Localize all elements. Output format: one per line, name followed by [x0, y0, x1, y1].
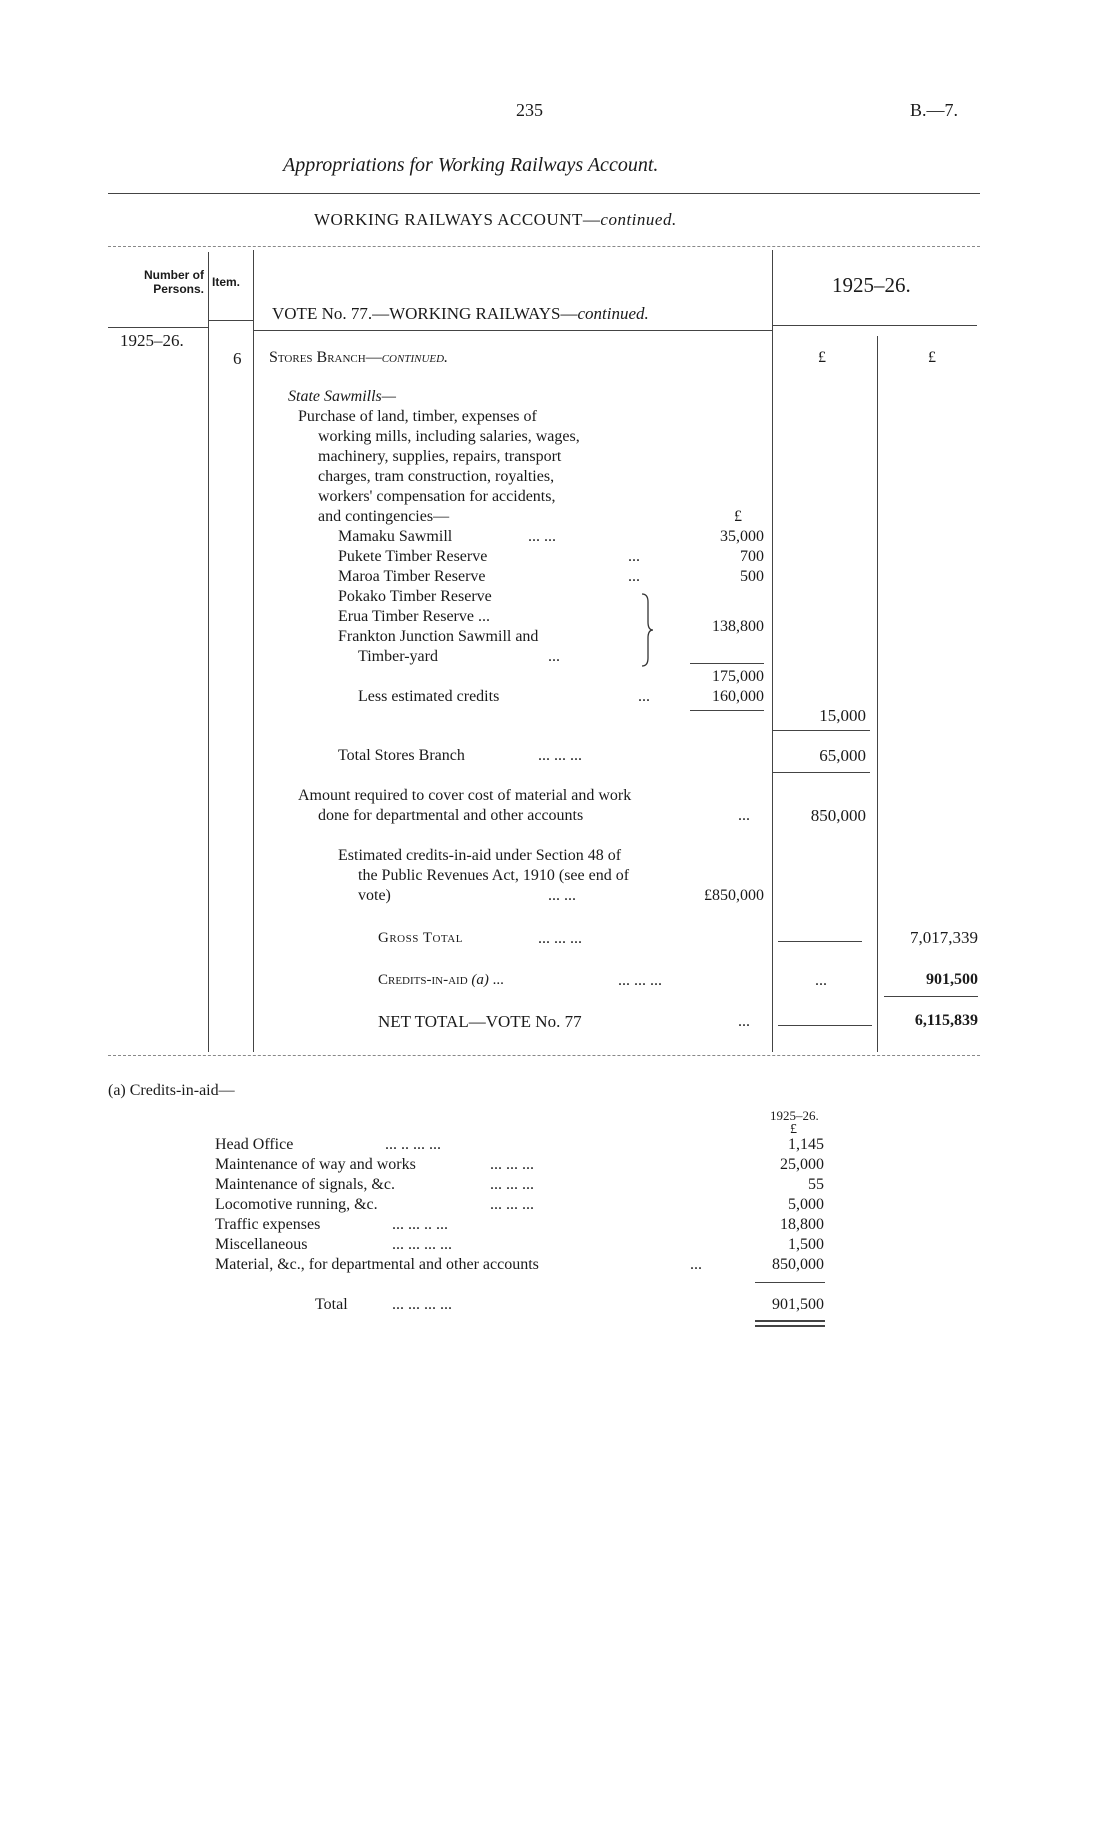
net-total-label: NET TOTAL—VOTE No. 77	[378, 1012, 582, 1031]
footnote-row-amount: 55	[808, 1176, 824, 1193]
footnote-row-label: Head Office	[215, 1136, 294, 1153]
table-top-rule	[108, 246, 980, 247]
footnote-row-label: Locomotive running, &c.	[215, 1196, 378, 1213]
sawmills-description-line: Purchase of land, timber, expenses of	[298, 408, 537, 425]
footnote-row-label: Material, &c., for departmental and other accounts	[215, 1256, 539, 1273]
footnote-total-label: Total	[315, 1296, 348, 1313]
footnote-row-leader: ... ... .. ...	[392, 1216, 448, 1233]
footnote-currency: £	[790, 1122, 797, 1137]
less-credits-amount: 160,000	[712, 688, 764, 705]
total-column-currency: £	[928, 349, 936, 366]
subtotal-rule	[690, 663, 764, 664]
title-rule	[108, 193, 980, 194]
sawmill-item-label: Mamaku Sawmill	[338, 528, 453, 545]
credits-in-aid-label: Credits-in-aid (a) ...	[378, 972, 504, 988]
gross-total-label: Gross Total	[378, 930, 463, 946]
stores-total-under-rule	[772, 772, 870, 773]
credits-in-aid-rule	[884, 996, 978, 997]
estimated-credits-line: vote)	[358, 887, 391, 904]
sawmill-item-label: Pukete Timber Reserve	[338, 548, 488, 565]
amount-required-leader: ...	[738, 807, 750, 824]
grouped-reserve-label: Erua Timber Reserve ...	[338, 608, 490, 625]
net-total-dash-rule	[778, 1025, 872, 1026]
footnote-row-leader: ... .. ... ...	[385, 1136, 441, 1153]
sawmills-description-line: workers' compensation for accidents,	[318, 488, 556, 505]
footnote-row-label: Miscellaneous	[215, 1236, 308, 1253]
net-total-leader: ...	[738, 1013, 750, 1030]
sawmill-item-amount: 35,000	[720, 528, 764, 545]
footnote-row-amount: 1,145	[788, 1136, 824, 1153]
footnote-year: 1925–26.	[770, 1108, 819, 1123]
amount-required-value: 850,000	[810, 806, 866, 825]
footnote-row-leader: ... ... ...	[490, 1196, 534, 1213]
gross-total-amount: 7,017,339	[910, 928, 978, 947]
less-credits-label: Less estimated credits	[358, 688, 500, 705]
grouped-reserve-amount: 138,800	[712, 618, 764, 635]
sawmills-description-line: machinery, supplies, repairs, transport	[318, 448, 562, 465]
sawmills-description-line: charges, tram construction, royalties,	[318, 468, 555, 485]
sawmills-description-line: and contingencies—	[318, 508, 450, 525]
section-subtitle: WORKING RAILWAYS ACCOUNT—continued.	[314, 210, 677, 229]
footnote-row-label: Maintenance of signals, &c.	[215, 1176, 395, 1193]
less-credits-leader: ...	[638, 688, 650, 705]
footnote-row-leader: ... ... ...	[490, 1156, 534, 1173]
sawmill-item-amount: 700	[740, 548, 764, 565]
estimated-credits-line: the Public Revenues Act, 1910 (see end of	[358, 867, 630, 884]
year-header-rule	[772, 325, 977, 326]
number-of-persons-header: Number of Persons.	[144, 268, 204, 296]
net-total-amount: 6,115,839	[914, 1012, 978, 1029]
sawmill-item-amount: 500	[740, 568, 764, 585]
document-reference: B.—7.	[910, 100, 959, 120]
credits-in-aid-column-blank: ...	[815, 972, 827, 989]
year-header: 1925–26.	[832, 273, 911, 297]
item-column-divider	[253, 250, 254, 1052]
total-stores-amount: 65,000	[819, 746, 866, 765]
footnote-row-leader: ...	[690, 1256, 702, 1273]
net-rule	[690, 710, 764, 711]
credits-in-aid-leader: ... ... ...	[618, 972, 662, 989]
sawmills-currency: £	[734, 508, 742, 525]
footnote-double-rule	[755, 1320, 825, 1322]
stores-total-rule	[772, 730, 870, 731]
vote-title: VOTE No. 77.—WORKING RAILWAYS—continued.	[272, 304, 649, 323]
footnote-row-amount: 5,000	[788, 1196, 824, 1213]
sawmills-subtotal: 175,000	[712, 668, 764, 685]
sawmill-item-leader: ...	[628, 548, 640, 565]
gross-total-dash-rule	[778, 941, 862, 942]
grouped-reserve-label: Pokako Timber Reserve	[338, 588, 492, 605]
branch-heading: Stores Branch—continued.	[269, 349, 449, 366]
footnote-heading: (a) Credits-in-aid—	[108, 1082, 235, 1099]
footnote-row-amount: 18,800	[780, 1216, 824, 1233]
vote-header-rule	[253, 330, 772, 331]
page-title: Appropriations for Working Railways Account.	[283, 154, 659, 176]
footnote-double-rule	[755, 1325, 825, 1327]
persons-column-divider	[208, 252, 209, 1052]
gross-total-leader: ... ... ...	[538, 930, 582, 947]
grouped-reserve-leader: ...	[548, 648, 560, 665]
sawmill-item-label: Maroa Timber Reserve	[338, 568, 486, 585]
amount-column-currency: £	[818, 349, 826, 366]
sawmills-heading: State Sawmills—	[288, 388, 397, 405]
total-stores-leader: ... ... ...	[538, 747, 582, 764]
item-header-rule	[208, 320, 253, 321]
item-number: 6	[233, 349, 242, 368]
sawmill-item-leader: ...	[628, 568, 640, 585]
page-number: 235	[516, 100, 543, 120]
estimated-credits-leader: ... ...	[548, 887, 576, 904]
grouped-reserve-label: Frankton Junction Sawmill and	[338, 628, 539, 645]
amount-required-line: done for departmental and other accounts	[318, 807, 584, 824]
amount-required-line: Amount required to cover cost of material and work	[298, 787, 632, 804]
footnote-row-amount: 25,000	[780, 1156, 824, 1173]
amount-column-divider	[772, 250, 773, 1052]
grouping-brace-icon	[640, 592, 654, 668]
persons-header-rule	[108, 327, 208, 328]
footnote-row-leader: ... ... ... ...	[392, 1236, 452, 1253]
table-bottom-rule	[108, 1055, 980, 1056]
grouped-reserve-label: Timber-yard	[358, 648, 438, 665]
footnote-row-amount: 1,500	[788, 1236, 824, 1253]
footnote-row-amount: 850,000	[772, 1256, 824, 1273]
sawmills-description-line: working mills, including salaries, wages,	[318, 428, 580, 445]
item-header: Item.	[212, 275, 241, 289]
sawmill-item-leader: ... ...	[528, 528, 556, 545]
footnote-row-label: Traffic expenses	[215, 1216, 321, 1233]
footnote-row-label: Maintenance of way and works	[215, 1156, 416, 1173]
footnote-row-leader: ... ... ...	[490, 1176, 534, 1193]
total-stores-label: Total Stores Branch	[338, 747, 465, 764]
footnote-total-rule	[755, 1282, 825, 1283]
footnote-total-leader: ... ... ... ...	[392, 1296, 452, 1313]
footnote-total-amount: 901,500	[772, 1296, 824, 1313]
persons-year: 1925–26.	[120, 331, 184, 350]
credits-in-aid-amount: 901,500	[926, 971, 978, 988]
estimated-credits-line: Estimated credits-in-aid under Section 48 of	[338, 847, 622, 864]
sawmills-net-amount: 15,000	[819, 706, 866, 725]
estimated-credits-amount: £850,000	[704, 887, 764, 904]
